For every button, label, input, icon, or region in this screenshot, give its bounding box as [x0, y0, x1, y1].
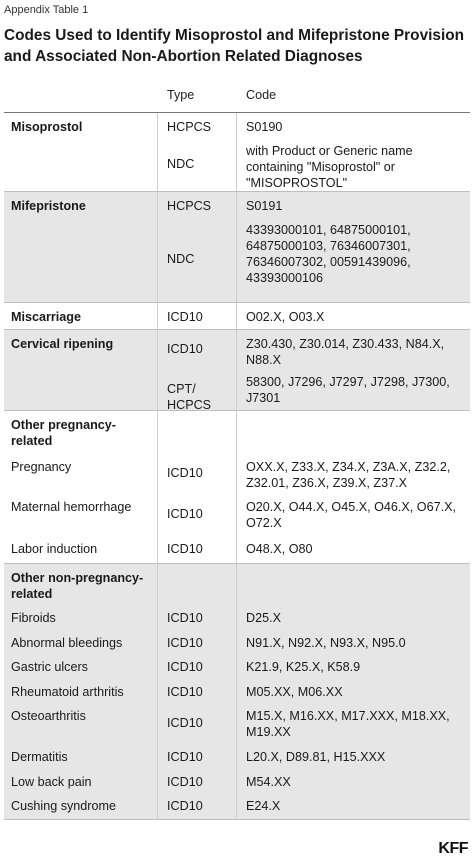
row-code: M05.XX, M06.XX	[246, 685, 343, 699]
row-type: HCPCS	[167, 199, 212, 213]
row-code: O02.X, O03.X	[246, 310, 325, 324]
row-code: D25.X	[246, 611, 282, 625]
row-label: Other non-pregnancy-related	[11, 571, 144, 601]
table-row	[4, 113, 470, 137]
row-code: M15.X, M16.XX, M17.XXX, M18.XX, M19.XX	[246, 709, 450, 739]
table-group	[4, 411, 470, 564]
table-row	[4, 192, 470, 216]
row-code: O48.X, O80	[246, 542, 313, 556]
row-type: NDC	[167, 252, 195, 266]
table-row	[4, 368, 470, 410]
row-type: ICD10	[167, 310, 203, 324]
table-group	[4, 303, 470, 330]
kff-logo: KFF	[438, 840, 468, 857]
table-row	[4, 743, 470, 768]
table-body	[4, 113, 470, 820]
row-type: ICD10	[167, 716, 203, 730]
table-row	[4, 303, 470, 329]
table-row	[4, 216, 470, 302]
row-code: with Product or Generic name containing "Misoprostol" or "MISOPROSTOL"	[246, 144, 413, 190]
table-row	[4, 564, 470, 604]
row-type: ICD10	[167, 799, 203, 813]
row-label: Low back pain	[11, 775, 92, 789]
row-type: ICD10	[167, 466, 203, 480]
column-header-type: Type	[167, 88, 195, 102]
row-code: S0191	[246, 199, 283, 213]
row-label: Cervical ripening	[11, 337, 114, 351]
row-code: O20.X, O44.X, O45.X, O46.X, O67.X, O72.X	[246, 500, 457, 530]
row-label: Maternal hemorrhage	[11, 500, 132, 514]
row-code: L20.X, D89.81, H15.XXX	[246, 750, 386, 764]
row-label: Labor induction	[11, 542, 98, 556]
row-code: N91.X, N92.X, N93.X, N95.0	[246, 636, 406, 650]
row-label: Rheumatoid arthritis	[11, 685, 124, 699]
table-group	[4, 113, 470, 192]
table-row	[4, 653, 470, 678]
row-type: HCPCS	[167, 120, 212, 134]
row-label: Fibroids	[11, 611, 56, 625]
row-type: ICD10	[167, 611, 203, 625]
row-type: ICD10	[167, 685, 203, 699]
table-row	[4, 137, 470, 191]
row-label: Gastric ulcers	[11, 660, 88, 674]
table-group	[4, 564, 470, 820]
row-label: Miscarriage	[11, 310, 82, 324]
row-code: M54.XX	[246, 775, 291, 789]
row-type: ICD10	[167, 542, 203, 556]
table-row	[4, 629, 470, 653]
table-group	[4, 330, 470, 411]
column-header-code: Code	[246, 88, 277, 102]
row-type: ICD10	[167, 636, 203, 650]
table-row	[4, 411, 470, 453]
table-title: Codes Used to Identify Misoprostol and Mifepristone Provision and Associated Non-Abortion Related Diagnoses	[4, 27, 465, 65]
row-label: Cushing syndrome	[11, 799, 116, 813]
table-row	[4, 678, 470, 702]
row-code: K21.9, K25.X, K58.9	[246, 660, 361, 674]
row-code: 43393000101, 64875000101, 64875000103, 76346007301, 76346007302, 00591439096, 43393000106	[246, 223, 411, 285]
row-type: ICD10	[167, 507, 203, 521]
table-row	[4, 792, 470, 819]
row-label: Dermatitis	[11, 750, 68, 764]
row-code: E24.X	[246, 799, 281, 813]
row-type: ICD10	[167, 750, 203, 764]
table-row	[4, 493, 470, 535]
row-code: OXX.X, Z33.X, Z34.X, Z3A.X, Z32.2, Z32.01, Z36.X, Z39.X, Z37.X	[246, 460, 451, 490]
row-label: Mifepristone	[11, 199, 86, 213]
row-code: 58300, J7296, J7297, J7298, J7300, J7301	[246, 375, 450, 405]
row-label: Osteoarthritis	[11, 709, 86, 723]
row-label: Other pregnancy-related	[11, 418, 116, 448]
row-type: CPT/ HCPCS	[167, 382, 212, 412]
row-label: Pregnancy	[11, 460, 72, 474]
row-type: ICD10	[167, 660, 203, 674]
table-row	[4, 535, 470, 563]
table-row	[4, 604, 470, 629]
row-code: Z30.430, Z30.014, Z30.433, N84.X, N88.X	[246, 337, 445, 367]
row-type: NDC	[167, 157, 195, 171]
table-row	[4, 330, 470, 368]
row-code: S0190	[246, 120, 283, 134]
table-group	[4, 192, 470, 303]
table-row	[4, 453, 470, 493]
table-row	[4, 768, 470, 792]
row-label: Abnormal bleedings	[11, 636, 123, 650]
table-header-row	[4, 82, 470, 113]
row-label: Misoprostol	[11, 120, 83, 134]
table-eyebrow: Appendix Table 1	[4, 4, 89, 16]
table-row	[4, 702, 470, 743]
row-type: ICD10	[167, 775, 203, 789]
row-type: ICD10	[167, 342, 203, 356]
